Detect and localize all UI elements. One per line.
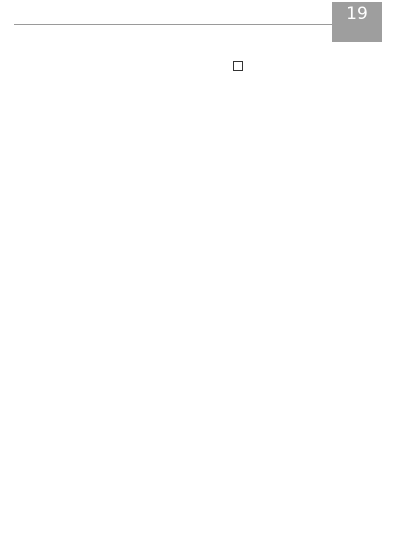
article-column-right: [213, 58, 380, 528]
end-of-article-icon: [233, 61, 243, 71]
magazine-logo-icon: [279, 7, 325, 35]
right-paragraph: [213, 58, 380, 74]
page-number-box: [332, 2, 382, 42]
magazine-logo-text: [279, 7, 325, 35]
page-number: 19: [346, 4, 368, 24]
page-header: [0, 0, 400, 46]
article-column-left: [19, 58, 186, 528]
